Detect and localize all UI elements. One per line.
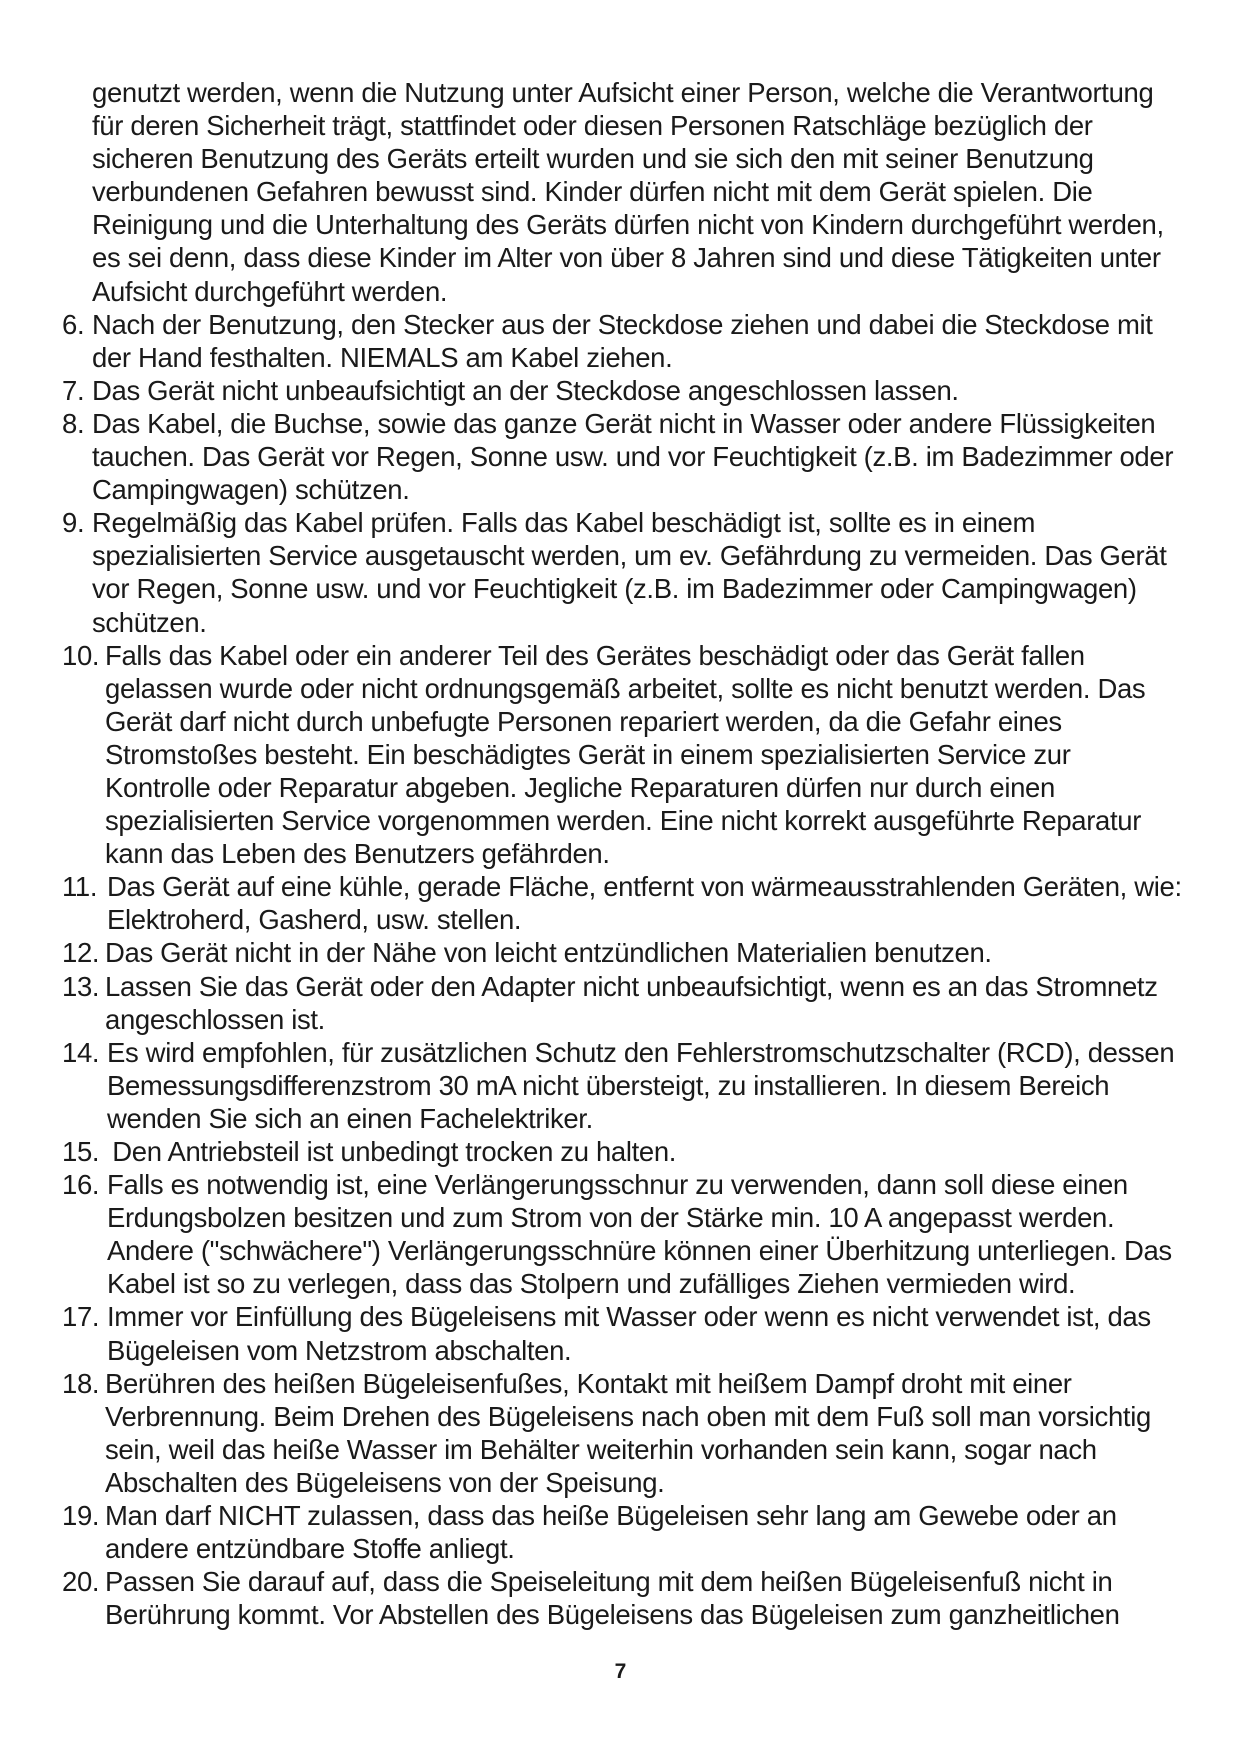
list-item-17: [62, 1300, 1182, 1366]
continued-paragraph: genutzt werden, wenn die Nutzung unter Aufsicht einer Person, welche die Verantwortung für deren Sicherheit trägt, stattfindet oder diesen Personen Ratschläge bezüglich der sicheren Benutzung des Geräts erteilt wurden und sie sich den mit seiner Benutzung verbundenen Gefahren bewusst sind. Kinder dürfen nicht mit dem Gerät spielen. Die Reinigung und die Unterhaltung des Geräts dürfen nicht von Kindern durchgeführt werden, es sei denn, dass diese Kinder im Alter von über 8 Jahren sind und diese Tätigkeiten unter Aufsicht durchgeführt werden.: [92, 77, 1164, 307]
list-item-15: [62, 1135, 1182, 1168]
item-number: 17.: [62, 1301, 100, 1333]
item-text: Man darf NICHT zulassen, dass das heiße Bügeleisen sehr lang am Gewebe oder an andere entzündbare Stoffe anliegt.: [105, 1500, 1117, 1565]
list-item-8: [62, 407, 1182, 506]
list-item-13: [62, 970, 1182, 1036]
item-text: Falls das Kabel oder ein anderer Teil des Gerätes beschädigt oder das Gerät fallen gelassen wurde oder nicht ordnungsgemäß arbeitet, sollte es nicht benutzt werden. Das Gerät darf nicht durch unbefugte Personen repariert werden, da die Gefahr eines Stromstoßes besteht. Ein beschädigtes Gerät in einem spezialisierten Service zur Kontrolle oder Reparatur abgeben. Jegliche Reparaturen dürfen nur durch einen spezialisierten Service vorgenommen werden. Eine nicht korrekt ausgeführte Reparatur kann das Leben des Benutzers gefährden.: [105, 639, 1146, 870]
item-number: 11.: [62, 871, 98, 903]
list-item-7: [62, 374, 1182, 407]
item-text: Das Gerät auf eine kühle, gerade Fläche, entfernt von wärmeausstrahlenden Geräten, wie: Elektroherd, Gasherd, usw. stellen.: [107, 871, 1182, 936]
item-number: 13.: [62, 970, 100, 1002]
safety-instructions: [62, 76, 1182, 1631]
item-number: 8.: [62, 407, 85, 439]
list-item-20: [62, 1565, 1182, 1631]
list-item-19: [62, 1499, 1182, 1565]
list-item-11: [62, 870, 1182, 936]
item-number: 12.: [62, 937, 100, 969]
item-text: Den Antriebsteil ist unbedingt trocken zu halten.: [105, 1136, 677, 1167]
item-number: 18.: [62, 1367, 100, 1399]
item-text: Lassen Sie das Gerät oder den Adapter nicht unbeaufsichtigt, wenn es an das Stromnetz angeschlossen ist.: [105, 970, 1158, 1035]
list-item-16: [62, 1168, 1182, 1300]
item-text: Passen Sie darauf auf, dass die Speiseleitung mit dem heißen Bügeleisenfuß nicht in Berührung kommt. Vor Abstellen des Bügeleisens das Bügeleisen zum ganzheitlichen: [105, 1566, 1120, 1631]
item-number: 14.: [62, 1036, 100, 1068]
list-item-12: [62, 936, 1182, 969]
list-item-10: [62, 639, 1182, 871]
item-text: Das Kabel, die Buchse, sowie das ganze Gerät nicht in Wasser oder andere Flüssigkeiten tauchen. Das Gerät vor Regen, Sonne usw. und vor Feuchtigkeit (z.B. im Badezimmer oder Campingwagen) schützen.: [92, 407, 1174, 506]
list-item-9: [62, 506, 1182, 638]
item-number: 20.: [62, 1566, 100, 1598]
list-item-6: [62, 308, 1182, 374]
item-number: 16.: [62, 1169, 100, 1201]
item-number: 9.: [62, 507, 85, 539]
item-text: Regelmäßig das Kabel prüfen. Falls das Kabel beschädigt ist, sollte es in einem spezialisierten Service ausgetauscht werden, um ev. Gefährdung zu vermeiden. Das Gerät vor Regen, Sonne usw. und vor Feuchtigkeit (z.B. im Badezimmer oder Campingwagen) schützen.: [92, 507, 1167, 638]
list-item-18: [62, 1367, 1182, 1499]
item-number: 6.: [62, 308, 85, 340]
item-text: Das Gerät nicht in der Nähe von leicht entzündlichen Materialien benutzen.: [105, 937, 992, 969]
item-text: Nach der Benutzung, den Stecker aus der Steckdose ziehen und dabei die Steckdose mit der Hand festhalten. NIEMALS am Kabel ziehen.: [92, 308, 1153, 373]
item-number: 7.: [62, 374, 85, 406]
item-text: Es wird empfohlen, für zusätzlichen Schutz den Fehlerstromschutzschalter (RCD), dessen Bemessungsdifferenzstrom 30 mA nicht übersteigt, zu installieren. In diesem Bereich wenden Sie sich an einen Fachelektriker.: [107, 1036, 1175, 1134]
item-number: 10.: [62, 639, 100, 671]
list-item-14: [62, 1036, 1182, 1135]
item-text: Falls es notwendig ist, eine Verlängerungsschnur zu verwenden, dann soll diese einen Erdungsbolzen besitzen und zum Strom von der Stärke min. 10 A angepasst werden. Andere ("schwächere") Verlängerungsschnüre können einer Überhitzung unterliegen. Das Kabel ist so zu verlegen, dass das Stolpern und zufälliges Ziehen vermieden wird.: [107, 1169, 1172, 1300]
item-number: 15.: [62, 1136, 100, 1167]
item-number: 19.: [62, 1500, 100, 1532]
item-text: Berühren des heißen Bügeleisenfußes, Kontakt mit heißem Dampf droht mit einer Verbrennung. Beim Drehen des Bügeleisens nach oben mit dem Fuß soll man vorsichtig sein, weil das heiße Wasser im Behälter weiterhin vorhanden sein kann, sogar nach Abschalten des Bügeleisens von der Speisung.: [105, 1367, 1151, 1498]
item-text: Das Gerät nicht unbeaufsichtigt an der Steckdose angeschlossen lassen.: [92, 374, 959, 406]
page-number: 7: [614, 1660, 627, 1683]
item-text: Immer vor Einfüllung des Bügeleisens mit Wasser oder wenn es nicht verwendet ist, das Bügeleisen vom Netzstrom abschalten.: [107, 1301, 1151, 1366]
